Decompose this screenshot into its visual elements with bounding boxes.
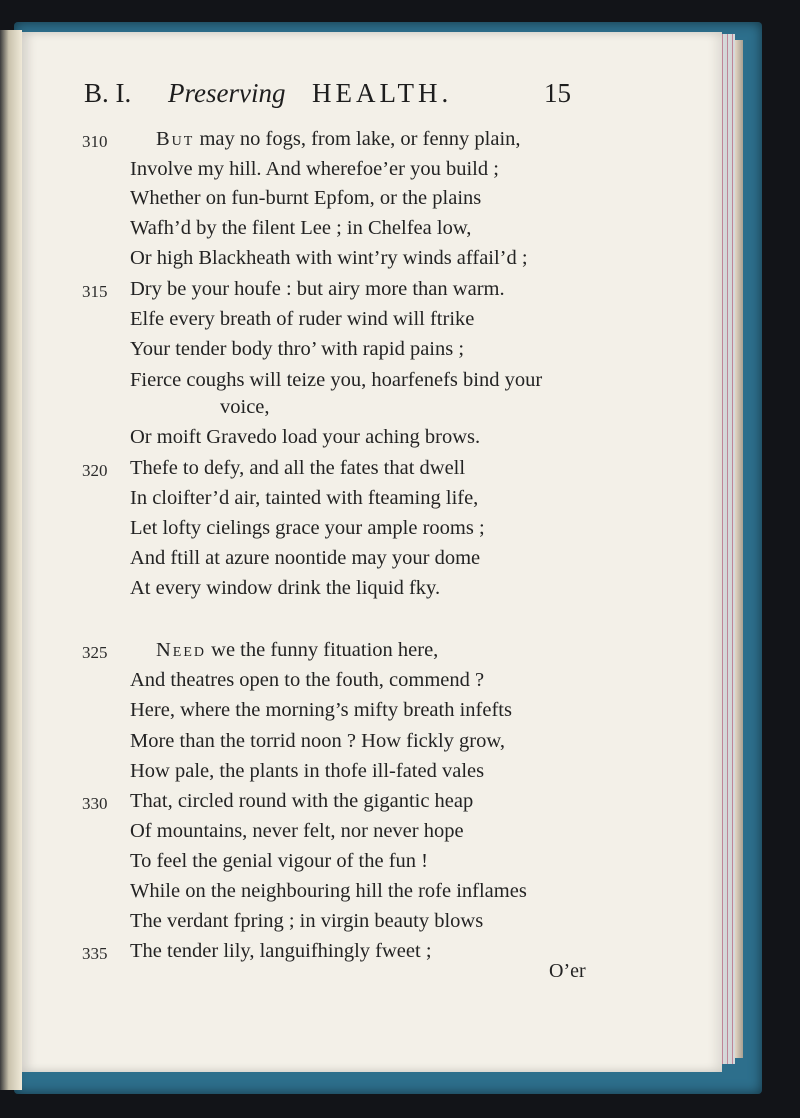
verse-text: To feel the genial vigour of the fun ! bbox=[130, 850, 428, 872]
verse-text: Here, where the morning’s mifty breath infefts bbox=[130, 699, 512, 721]
line-number: 320 bbox=[82, 461, 108, 480]
verse-text: Or high Blackheath with wint’ry winds affail’d ; bbox=[130, 247, 528, 269]
verse-text: Whether on fun-burnt Epfom, or the plains bbox=[130, 187, 482, 209]
verse-line bbox=[156, 639, 438, 665]
verse-line bbox=[130, 880, 527, 906]
verse-line bbox=[130, 577, 440, 603]
verse-line bbox=[156, 128, 521, 154]
verse-text: Let lofty cielings grace your ample rooms ; bbox=[130, 517, 485, 539]
running-head bbox=[84, 74, 584, 114]
book-number: B. I. bbox=[84, 78, 132, 108]
verse-text: Fierce coughs will teize you, hoarfenefs bind your bbox=[130, 369, 543, 391]
page-number: 15 bbox=[544, 78, 571, 108]
verse-line bbox=[130, 699, 512, 725]
verse-lead-word: But bbox=[156, 128, 195, 150]
verse-line bbox=[130, 820, 464, 846]
verse-line bbox=[130, 338, 464, 364]
verse-line bbox=[220, 396, 270, 422]
verse-line bbox=[130, 517, 485, 543]
verse-text: Of mountains, never felt, nor never hope bbox=[130, 820, 464, 842]
verse-text: we the funny fituation here, bbox=[206, 639, 439, 661]
verse-line bbox=[130, 278, 505, 304]
verse-text: And theatres open to the fouth, commend ? bbox=[130, 669, 485, 691]
verse-line bbox=[130, 308, 474, 334]
verse-text: The verdant fpring ; in virgin beauty blows bbox=[130, 910, 484, 932]
verse-line bbox=[130, 547, 480, 573]
verse-line bbox=[130, 457, 465, 483]
verse-text: How pale, the plants in thofe ill-fated vales bbox=[130, 760, 485, 782]
verse-line bbox=[130, 910, 483, 936]
verse-text: Elfe every breath of ruder wind will ftrike bbox=[130, 308, 475, 330]
verse-text: Your tender body thro’ with rapid pains ; bbox=[130, 338, 465, 360]
verse-text: While on the neighbouring hill the rofe inflames bbox=[130, 880, 527, 902]
verse-line bbox=[130, 217, 471, 243]
verse-line bbox=[130, 940, 432, 966]
verse-text: That, circled round with the gigantic heap bbox=[130, 790, 474, 812]
line-number: 310 bbox=[82, 132, 108, 151]
line-number: 325 bbox=[82, 643, 108, 662]
line-number: 335 bbox=[82, 944, 108, 963]
line-number: 315 bbox=[82, 282, 108, 301]
verse-text: voice, bbox=[220, 396, 270, 418]
verse-text: The tender lily, languifhingly fweet ; bbox=[130, 940, 432, 962]
verse-line bbox=[130, 247, 528, 273]
running-title-italic: Preserving bbox=[168, 78, 286, 108]
verse-text: Involve my hill. And wherefoe’er you build ; bbox=[130, 158, 499, 180]
catchword: O’er bbox=[549, 960, 586, 982]
verse-line bbox=[130, 487, 478, 513]
verse-line bbox=[130, 790, 473, 816]
running-title-caps: HEALTH. bbox=[312, 78, 453, 108]
verse-line bbox=[130, 730, 505, 756]
verse-line bbox=[130, 369, 542, 395]
verse-text: And ftill at azure noontide may your dome bbox=[130, 547, 481, 569]
verse-text: may no fogs, from lake, or fenny plain, bbox=[194, 128, 521, 150]
verse-text: Dry be your houfe : but airy more than warm. bbox=[130, 278, 505, 300]
line-number: 330 bbox=[82, 794, 108, 813]
verse-line bbox=[130, 158, 499, 184]
verse-text: At every window drink the liquid fky. bbox=[130, 577, 441, 599]
verse-line bbox=[130, 187, 481, 213]
verse-line bbox=[130, 669, 484, 695]
verse-line bbox=[130, 760, 484, 786]
verse-text: Or moift Gravedo load your aching brows. bbox=[130, 426, 481, 448]
verse-line bbox=[130, 426, 480, 452]
page-edge-shadow bbox=[735, 40, 743, 1058]
verse-line bbox=[130, 850, 428, 876]
left-page-edge bbox=[0, 30, 22, 1090]
verse-lead-word: Need bbox=[156, 639, 207, 661]
verse-text: More than the torrid noon ? How fickly grow, bbox=[130, 730, 505, 752]
verse-text: Thefe to defy, and all the fates that dwell bbox=[130, 457, 466, 479]
verse-text: In cloifter’d air, tainted with fteaming life, bbox=[130, 487, 479, 509]
verse-text: Wafh’d by the filent Lee ; in Chelfea low, bbox=[130, 217, 472, 239]
